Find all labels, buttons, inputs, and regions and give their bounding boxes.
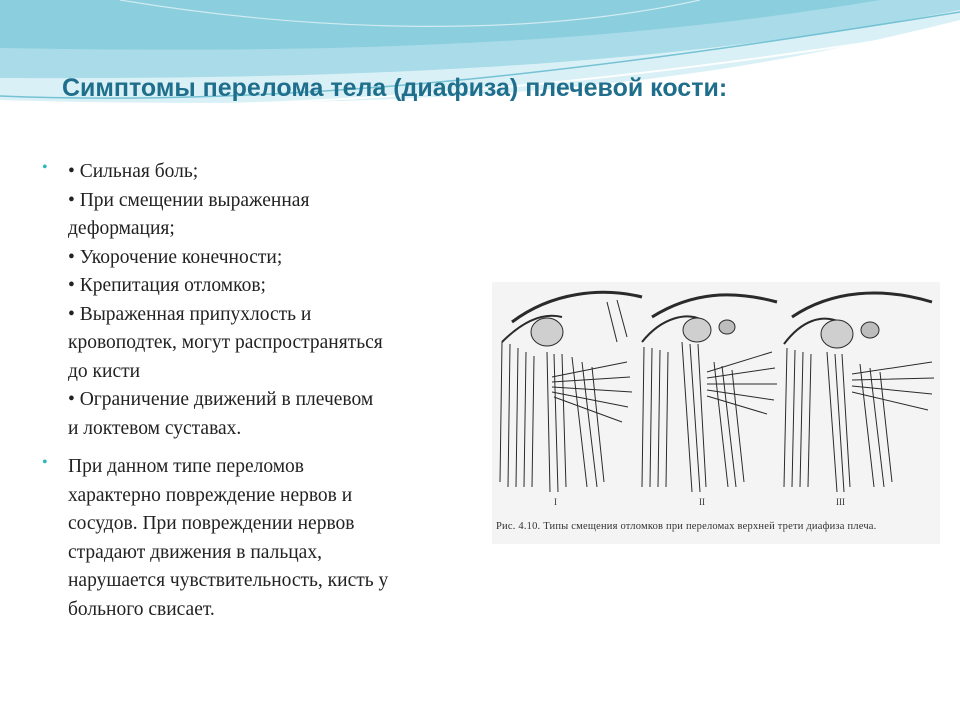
text-line: • При смещении выраженная xyxy=(68,189,310,211)
text-line: • Крепитация отломков; xyxy=(68,275,266,296)
figure-label-3: III xyxy=(836,497,845,507)
text-line: • Выраженная припухлость и xyxy=(68,303,312,325)
text-line: деформация; xyxy=(68,218,175,239)
text-line: больного свисает. xyxy=(68,598,215,620)
text-line: • Ограничение движений в плечевом xyxy=(68,389,374,410)
bullet-symptoms xyxy=(42,158,492,443)
text-line: сосудов. При повреждении нервов xyxy=(68,513,355,534)
drawing-type-2 xyxy=(642,295,777,492)
bullet-dot-icon: • xyxy=(42,159,48,176)
slide-content xyxy=(42,158,492,624)
text-line: нарушается чувствительность, кисть у xyxy=(68,570,389,591)
text-line: страдают движения в пальцах, xyxy=(68,541,322,563)
text-line: При данном типе переломов xyxy=(68,456,305,477)
text-line: кровоподтек, могут распространяться xyxy=(68,332,383,353)
shoulder-muscle-drawings-image xyxy=(492,282,940,544)
text-line: • Сильная боль; xyxy=(68,161,199,182)
figure-label-1: I xyxy=(554,497,557,507)
slide-title: Симптомы перелома тела (диафиза) плечевой кости: xyxy=(62,74,728,102)
text-line: до кисти xyxy=(68,360,141,382)
fracture-illustration xyxy=(492,282,940,544)
drawing-type-1 xyxy=(500,292,642,492)
bullet-nerve-damage xyxy=(42,453,492,624)
bullet-dot-icon: • xyxy=(42,454,48,471)
drawing-type-3 xyxy=(784,293,934,492)
figure-caption: Рис. 4.10. Типы смещения отломков при переломах верхней трети диафиза плеча. xyxy=(496,521,877,532)
text-line: и локтевом суставах. xyxy=(68,417,242,439)
decorative-wave-header xyxy=(0,0,960,130)
figure-label-2: II xyxy=(699,497,705,507)
text-line: • Укорочение конечности; xyxy=(68,246,283,268)
text-line: характерно повреждение нервов и xyxy=(68,484,353,506)
